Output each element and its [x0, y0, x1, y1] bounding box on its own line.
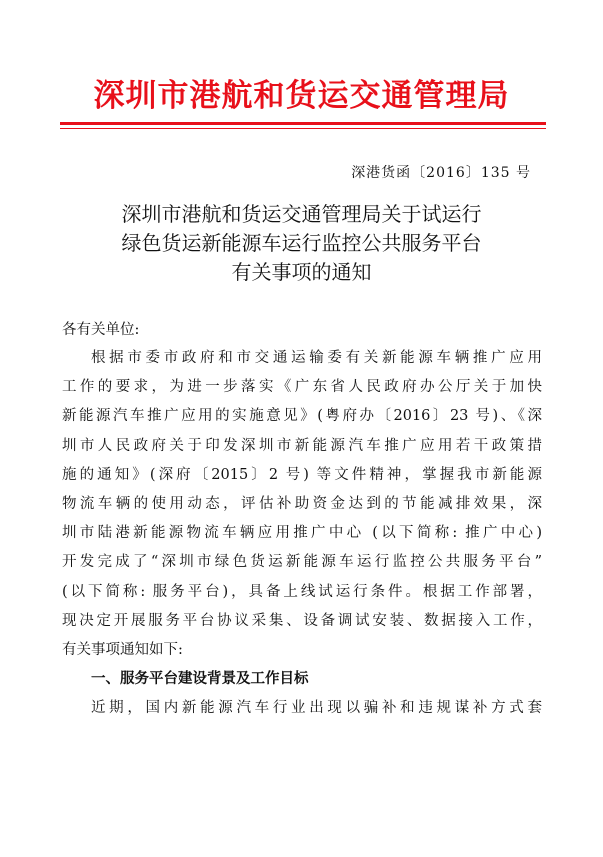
paragraph-line: 施的通知》(深府〔2015〕2 号) 等文件精神，掌握我市新能源 — [62, 466, 542, 483]
paragraph-line: (以下简称: 服务平台)，具备上线试运行条件。根据工作部署， — [62, 583, 542, 600]
salutation: 各有关单位: — [62, 322, 140, 338]
section-heading: 一、服务平台建设背景及工作目标 — [91, 671, 309, 688]
paragraph-line: 工作的要求，为进一步落实《广东省人民政府办公厅关于加快 — [62, 379, 542, 396]
paragraph-line: 开发完成了“深圳市绿色货运新能源车运行监控公共服务平台” — [62, 554, 542, 571]
title-line: 绿色货运新能源车运行监控公共服务平台 — [121, 231, 482, 255]
title-line: 深圳市港航和货运交通管理局关于试运行 — [121, 202, 482, 226]
document-title — [0, 200, 603, 287]
paragraph-line: 圳市人民政府关于印发深圳市新能源汽车推广应用若干政策措 — [62, 437, 542, 454]
paragraph-line: 根据市委市政府和市交通运输委有关新能源车辆推广应用 — [91, 350, 542, 366]
paragraph-line: 物流车辆的使用动态，评估补助资金达到的节能减排效果，深 — [62, 495, 542, 512]
letterhead-rule-thin — [60, 128, 546, 129]
paragraph-line: 新能源汽车推广应用的实施意见》(粤府办〔2016〕23 号)、《深 — [62, 408, 542, 425]
letterhead-rule-thick — [60, 122, 546, 125]
paragraph-line: 有关事项通知如下: — [62, 641, 183, 658]
paragraph-line: 近期，国内新能源汽车行业出现以骗补和违规谋补方式套 — [91, 700, 542, 717]
document-body — [62, 344, 542, 723]
title-line: 有关事项的通知 — [231, 260, 372, 284]
paragraph-line: 圳市陆港新能源物流车辆应用推广中心 (以下简称: 推广中心) — [62, 525, 542, 542]
paragraph-line: 现决定开展服务平台协议采集、设备调试安装、数据接入工作， — [62, 612, 542, 629]
document-number: 深港货函〔2016〕135 号 — [351, 165, 531, 181]
agency-letterhead: 深圳市港航和货运交通管理局 — [93, 78, 510, 114]
